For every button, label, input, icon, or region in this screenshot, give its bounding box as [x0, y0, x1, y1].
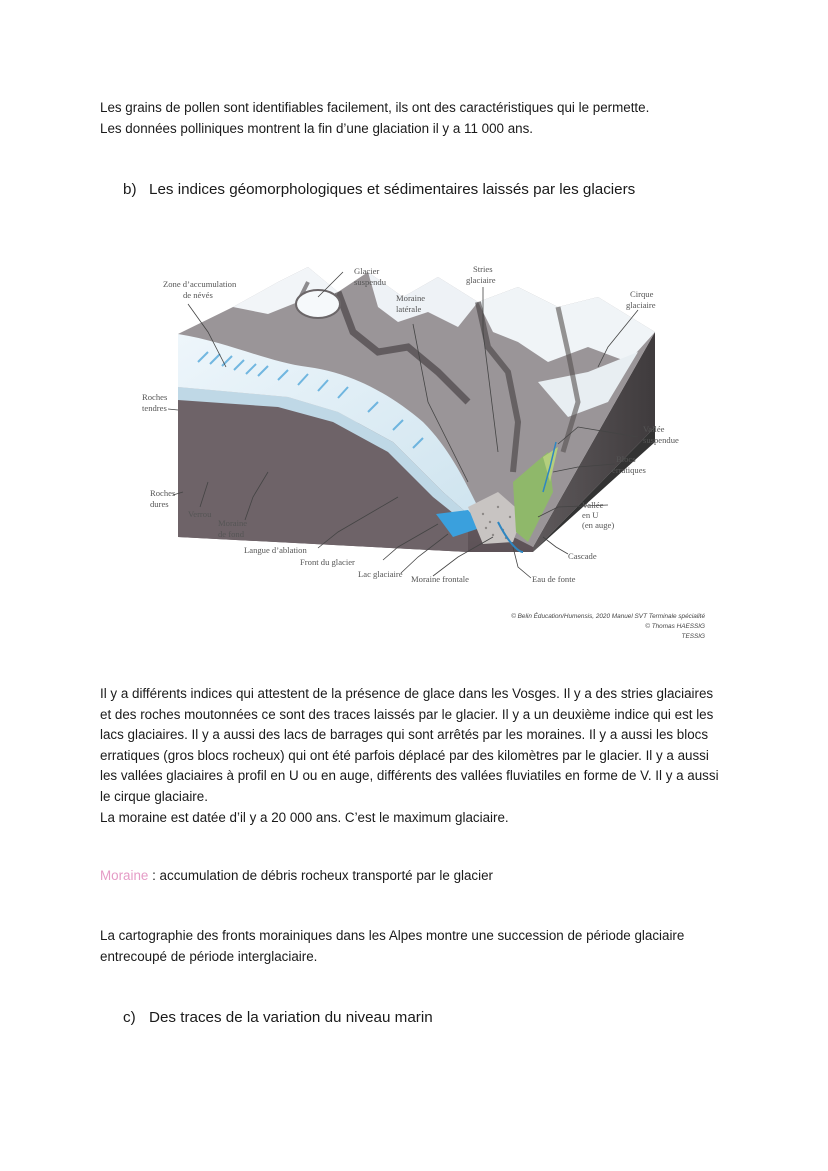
label-cirque-2: glaciaire — [626, 300, 656, 310]
label-zone-accumulation: Zone d’accumulation — [163, 279, 237, 289]
section-c-heading — [123, 1008, 433, 1028]
section-c-letter: c) — [123, 1009, 136, 1026]
label-glacier-suspendu-2: suspendu — [354, 277, 386, 287]
intro-line: Les données polliniques montrent la fin d’une glaciation il y a 11 000 ans. — [100, 120, 534, 136]
paragraph-line: et des roches moutonnées ce sont des traces laissés par le glacier. Il y a un deuxième indice qui est les — [100, 706, 714, 722]
label-vallee-u: Vallée — [582, 500, 604, 510]
paragraph-line: lacs glaciaires. Il y a aussi des lacs de barrages qui sont arrêtés par les moraines. Il y a aussi les blocs — [100, 727, 709, 743]
figure-credit-author: © Thomas HAESSIG — [645, 623, 705, 630]
label-blocs-erratiques: Blocs — [616, 454, 636, 464]
label-moraine-fond: Moraine — [218, 518, 248, 528]
section-b-heading — [123, 180, 635, 200]
label-front-glacier: Front du glacier — [300, 557, 355, 567]
label-stries: Stries — [473, 264, 493, 274]
label-vallee-u-2: en U — [582, 510, 599, 520]
label-roches-tendres: Roches — [142, 392, 168, 402]
definition-term: Moraine — [100, 868, 149, 883]
label-vallee-suspendue: Vallée — [643, 424, 665, 434]
paragraph-line: les vallées glaciaires à profil en U ou en auge, différents des vallées fluviatiles en forme de V. Il y a aussi — [100, 768, 719, 784]
paragraph-line: entrecoupé de période interglaciaire. — [100, 948, 318, 964]
label-verrou: Verrou — [188, 509, 212, 519]
glacier-block-diagram — [138, 252, 708, 647]
label-roches-dures-2: dures — [150, 499, 169, 509]
indices-paragraph — [100, 684, 732, 828]
label-moraine-frontale: Moraine frontale — [411, 574, 469, 584]
hanging-glacier — [296, 290, 340, 318]
figure-credit-signature: TESSIG — [681, 633, 705, 640]
label-langue-ablation: Langue d’ablation — [244, 545, 307, 555]
label-blocs-erratiques-2: erratiques — [612, 465, 646, 475]
paragraph-line: Il y a différents indices qui attestent de la présence de glace dans les Vosges. Il y a des stries glaciaires — [100, 686, 714, 701]
label-roches-tendres-2: tendres — [142, 403, 167, 413]
intro-line: Les grains de pollen sont identifiables facilement, ils ont des caractéristiques qui le permette. — [100, 100, 650, 115]
definition-line — [100, 866, 732, 887]
label-zone-accumulation-2: de névés — [183, 290, 213, 300]
label-roches-dures: Roches — [150, 488, 176, 498]
paragraph-line: La cartographie des fronts morainiques dans les Alpes montre une succession de période glaciaire — [100, 928, 685, 943]
paragraph-line: le cirque glaciaire. — [100, 788, 208, 804]
paragraph-line: erratiques (gros blocs rocheux) qui ont été parfois déplacé par des kilomètres par le glacier. Il y a aussi — [100, 747, 709, 763]
label-cirque: Cirque — [630, 289, 654, 299]
section-c-title: Des traces de la variation du niveau marin — [149, 1009, 433, 1026]
label-stries-2: glaciaire — [466, 275, 496, 285]
definition-text: : accumulation de débris rocheux transporté par le glacier — [148, 868, 494, 883]
label-eau-de-fonte: Eau de fonte — [532, 574, 576, 584]
section-b-title: Les indices géomorphologiques et sédimentaires laissés par les glaciers — [149, 181, 636, 198]
label-moraine-laterale: Moraine — [396, 293, 426, 303]
label-glacier-suspendu: Glacier — [354, 266, 380, 276]
figure-credit: © Belin Éducation/Humensis, 2020 Manuel SVT Terminale spécialité — [511, 613, 705, 620]
paragraph-line: La moraine est datée d’il y a 20 000 ans. C’est le maximum glaciaire. — [100, 809, 509, 825]
cartography-paragraph — [100, 926, 732, 967]
label-moraine-laterale-2: latérale — [396, 304, 422, 314]
label-lac-glaciaire: Lac glaciaire — [358, 569, 403, 579]
label-cascade: Cascade — [568, 551, 597, 561]
label-moraine-fond-2: de fond — [218, 529, 245, 539]
label-vallee-suspendue-2: suspendue — [643, 435, 679, 445]
section-b-letter: b) — [123, 181, 137, 198]
label-vallee-u-3: (en auge) — [582, 520, 615, 530]
intro-paragraph — [100, 98, 732, 139]
